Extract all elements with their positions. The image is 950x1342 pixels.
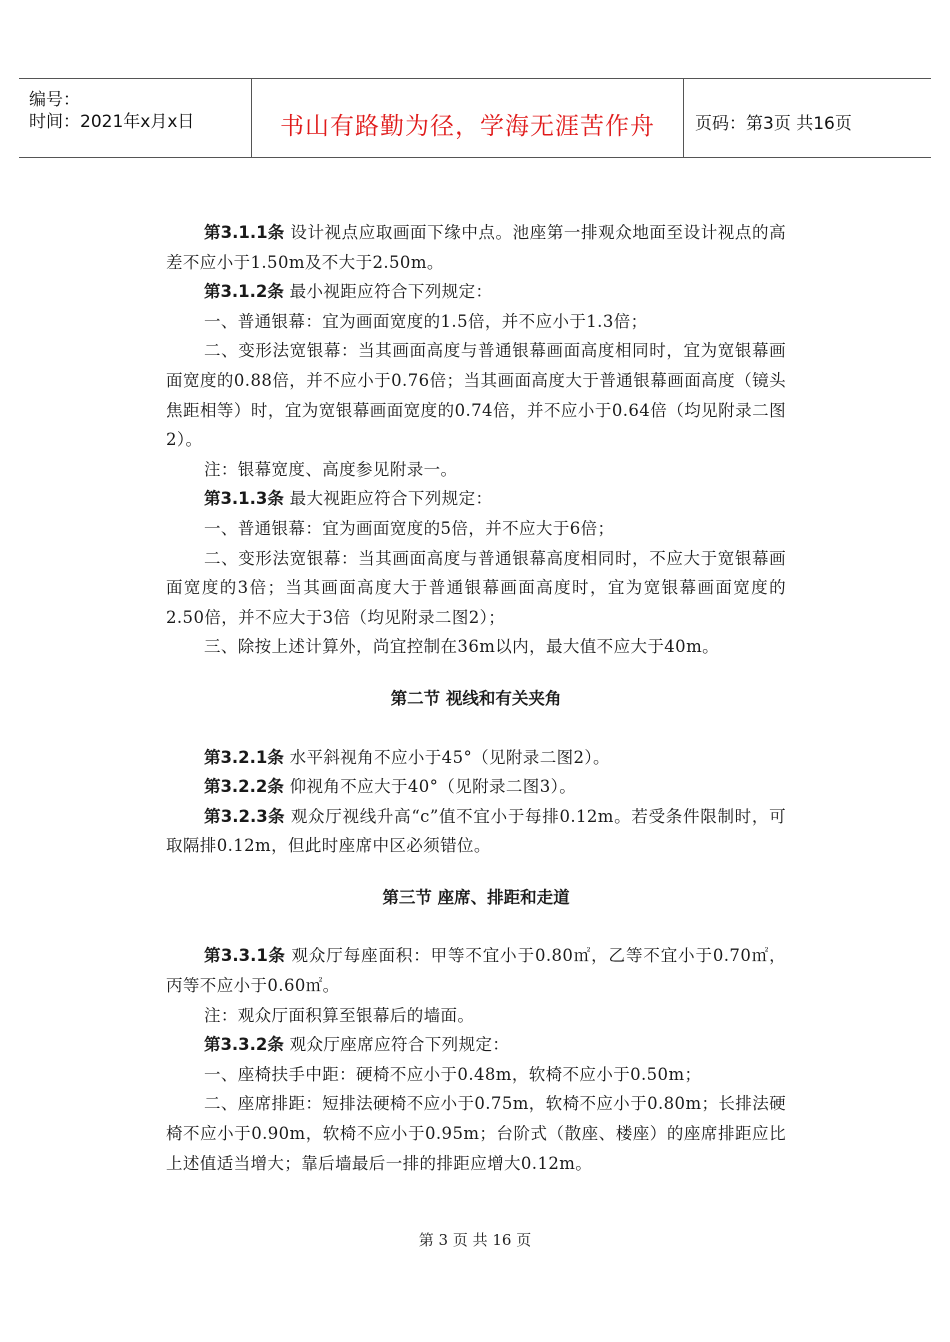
article-text: 设计视点应取画面下缘中点。池座第一排观众地面至设计视点的高差不应小于1.50m及不大于2.50m。	[166, 223, 786, 272]
article-3-2-2	[166, 772, 786, 802]
document-number-label: 编号：	[29, 90, 80, 110]
clause-item: 二、变形法宽银幕：当其画面高度与普通银幕高度相同时，不应大于宽银幕画面宽度的3倍；当其画面高度大于普通银幕画面高度时，宜为宽银幕画面宽度的2.50倍，并不应大于3倍（均见附录二图2）；	[166, 548, 786, 627]
clause-item: 一、座椅扶手中距：硬椅不应小于0.48m，软椅不应小于0.50m；	[203, 1064, 702, 1084]
document-body	[166, 218, 786, 1178]
article-number: 第3.3.1条	[203, 946, 286, 966]
article-3-2-3	[166, 802, 786, 861]
article-text: 观众厅座席应符合下列规定：	[283, 1035, 510, 1055]
header-info-cell	[19, 79, 251, 157]
article-text: 观众厅每座面积：甲等不宜小于0.80㎡，乙等不宜小于0.70㎡，丙等不应小于0.60㎡。	[166, 946, 787, 996]
section-heading: 第三节 座席、排距和走道	[382, 887, 570, 907]
article-text: 最小视距应符合下列规定：	[283, 282, 493, 302]
header-motto: 书山有路勤为径，学海无涯苦作舟	[280, 112, 655, 140]
page-header	[19, 78, 931, 158]
note-text: 注：银幕宽度、高度参见附录一。	[203, 459, 458, 479]
page-footer: 第 3 页 共 16 页	[418, 1231, 532, 1249]
article-number: 第3.2.3条	[203, 806, 285, 826]
note-text: 注：观众厅面积算至银幕后的墙面。	[203, 1005, 475, 1025]
clause-item: 三、除按上述计算外，尚宜控制在36m以内，最大值不应大于40m。	[203, 637, 720, 657]
article-number: 第3.1.2条	[203, 282, 284, 302]
article-number: 第3.1.1条	[203, 223, 285, 242]
clause-item: 一、普通银幕：宜为画面宽度的5倍，并不应大于6倍；	[203, 518, 615, 538]
article-number: 第3.1.3条	[203, 489, 284, 509]
article-3-1-3	[166, 484, 786, 514]
article-text: 最大视距应符合下列规定：	[283, 489, 493, 509]
article-3-2-1	[166, 743, 786, 773]
section-heading: 第二节 视线和有关夹角	[390, 688, 562, 708]
header-page-code: 页码：第3页 共16页	[695, 114, 852, 134]
article-text: 水平斜视角不应小于45°（见附录二图2）。	[283, 747, 610, 767]
article-3-3-2	[166, 1030, 786, 1060]
article-number: 第3.3.2条	[203, 1035, 284, 1055]
clause-item: 一、普通银幕：宜为画面宽度的1.5倍，并不应小于1.3倍；	[203, 311, 648, 331]
article-3-3-1	[166, 941, 786, 1000]
header-page-cell	[683, 79, 931, 157]
document-time-label: 时间：2021年x月x日	[29, 112, 195, 132]
header-motto-cell	[251, 79, 684, 157]
article-number: 第3.2.1条	[203, 747, 284, 767]
clause-item: 二、座席排距：短排法硬椅不应小于0.75m，软椅不应小于0.80m；长排法硬椅不应小于0.90m，软椅不应小于0.95m；台阶式（散座、楼座）的座席排距应比上述值适当增大；靠后墙最后一排的排距应增大0.12m。	[166, 1094, 786, 1173]
article-text: 仰视角不应大于40°（见附录二图3）。	[283, 777, 577, 797]
clause-item: 二、变形法宽银幕：当其画面高度与普通银幕画面高度相同时，宜为宽银幕画面宽度的0.88倍，并不应小于0.76倍；当其画面高度大于普通银幕画面高度（镜头焦距相等）时，宜为宽银幕画面宽度的0.74倍，并不应小于0.64倍（均见附录二图2）。	[166, 341, 786, 450]
article-3-1-2	[166, 277, 786, 307]
article-3-1-1	[166, 218, 786, 277]
article-text: 观众厅视线升高“c”值不宜小于每排0.12m。若受条件限制时，可取隔排0.12m，但此时座席中区必须错位。	[166, 806, 786, 856]
article-number: 第3.2.2条	[203, 777, 284, 797]
